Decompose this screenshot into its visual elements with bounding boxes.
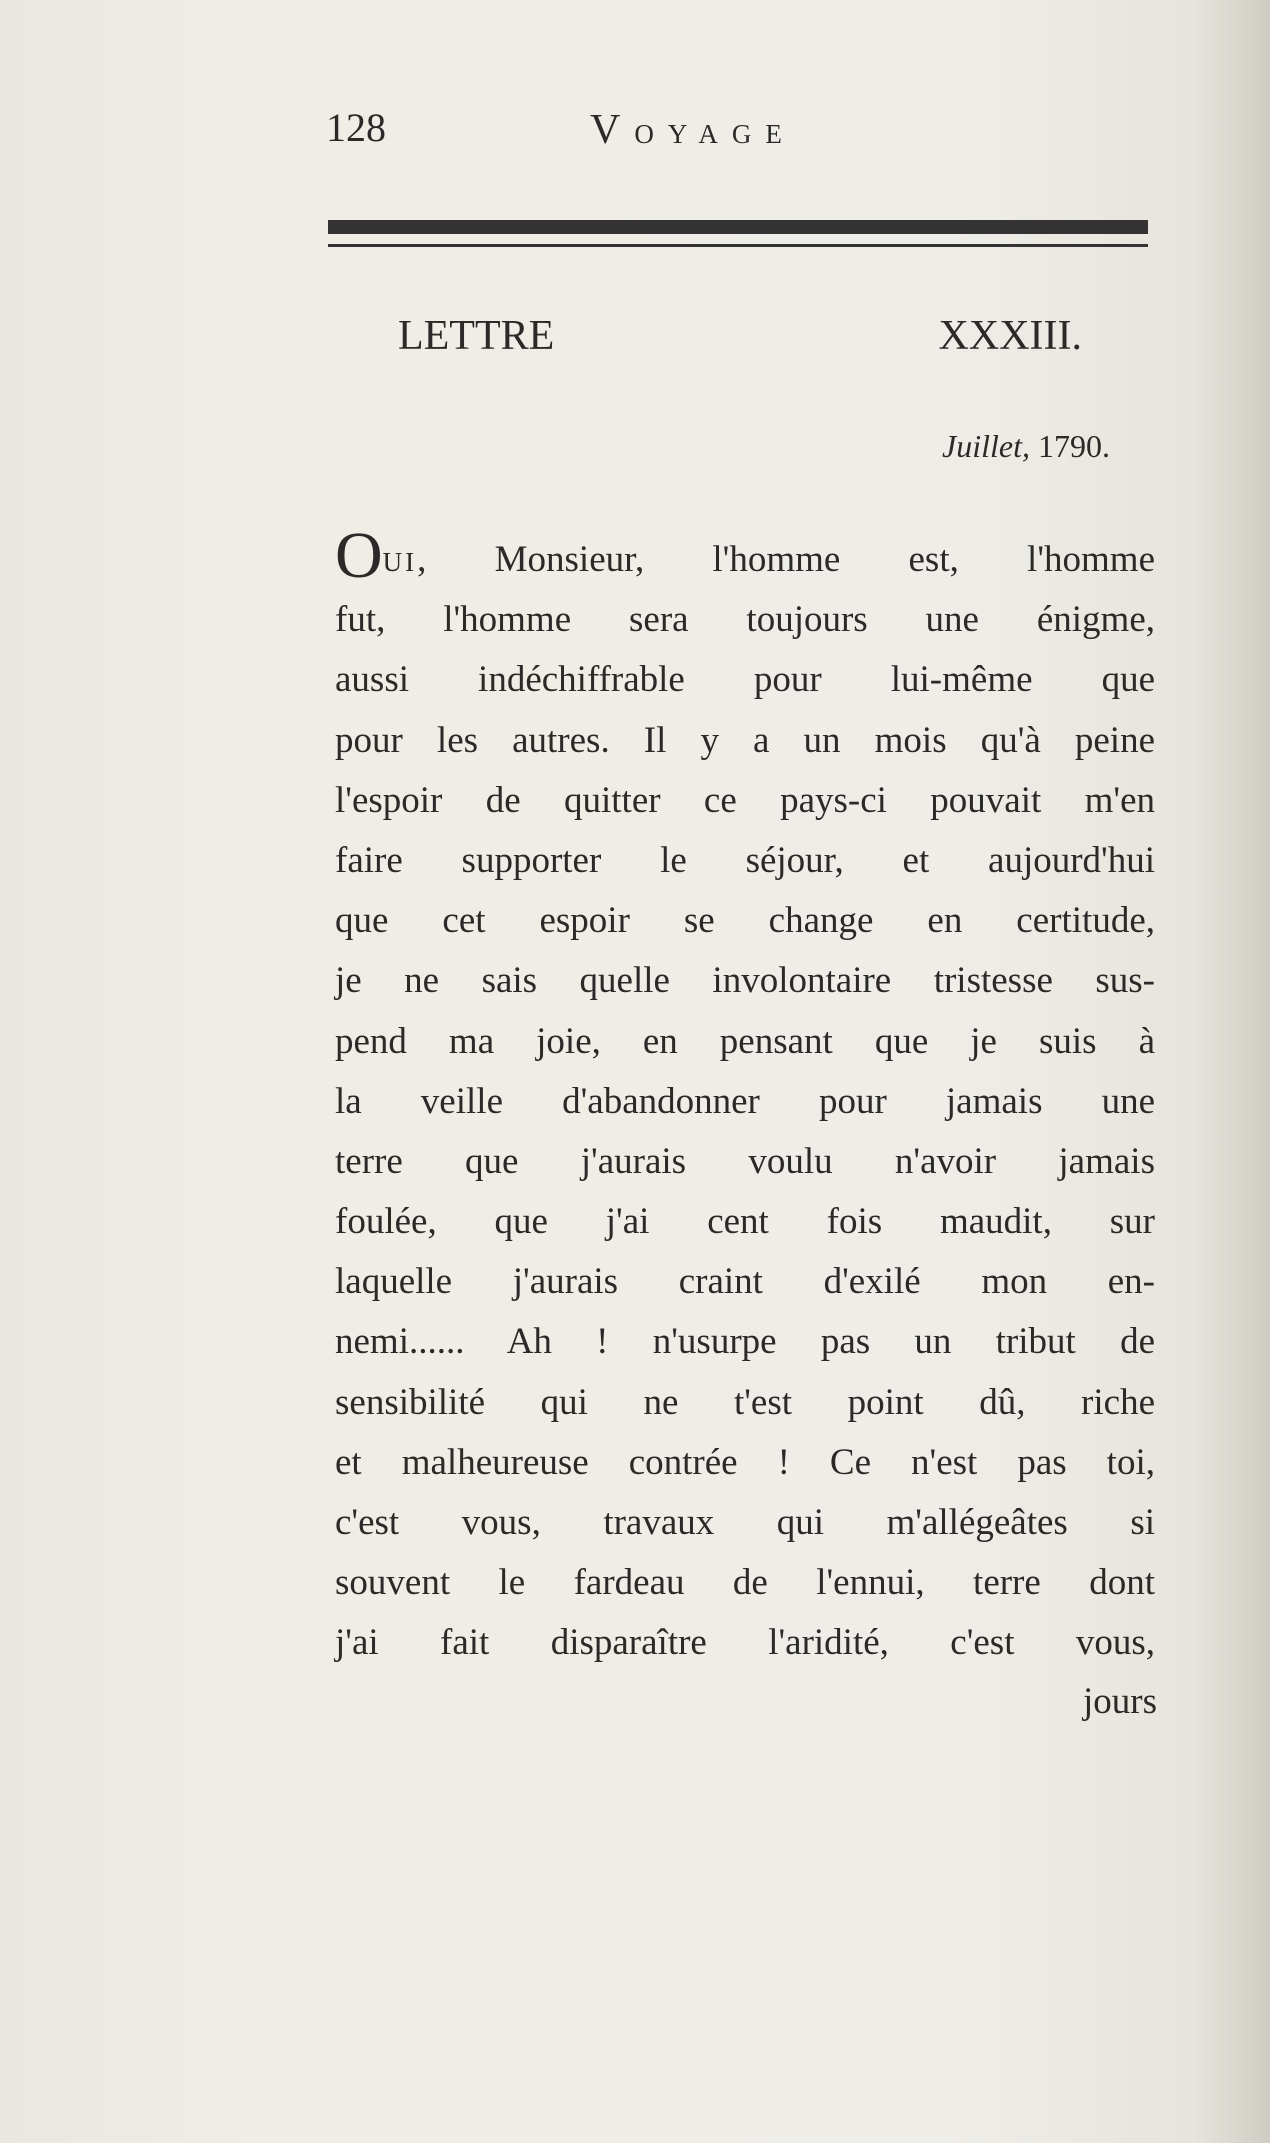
running-title-initial: V xyxy=(590,107,635,153)
text-line: foulée, que j'ai cent fois maudit, sur xyxy=(335,1201,1155,1243)
header-rule-thick xyxy=(328,220,1148,234)
text-line: faire supporter le séjour, et aujourd'hui xyxy=(335,839,1155,881)
text-line: aussi indéchiffrable pour lui-même que xyxy=(335,659,1155,701)
text-line: que cet espoir se change en certitude, xyxy=(335,900,1155,942)
text-line: sensibilité qui ne t'est point dû, riche xyxy=(335,1381,1155,1423)
letter-body xyxy=(335,519,1155,1674)
text-line: je ne sais quelle involontaire tristesse sus- xyxy=(335,960,1155,1002)
text-line: pend ma joie, en pensant que je suis à xyxy=(335,1020,1155,1062)
text-line: l'espoir de quitter ce pays-ci pouvait m'en xyxy=(335,779,1155,821)
text-line: nemi...... Ah ! n'usurpe pas un tribut de xyxy=(335,1321,1155,1363)
running-title-rest: OYAGE xyxy=(634,119,796,149)
catchword: jours xyxy=(1083,1681,1157,1722)
running-title xyxy=(590,106,796,154)
letter-date xyxy=(942,428,1110,465)
date-year: 1790. xyxy=(1038,428,1110,464)
text-line: la veille d'abandonner pour jamais une xyxy=(335,1080,1155,1122)
text-line: pour les autres. Il y a un mois qu'à peine xyxy=(335,719,1155,761)
drop-cap: O xyxy=(335,519,383,592)
header-rule-thin xyxy=(328,244,1148,247)
date-month: Juillet, xyxy=(942,428,1030,464)
page-number: 128 xyxy=(326,105,386,150)
text-line: c'est vous, travaux qui m'allégeâtes si xyxy=(335,1502,1155,1543)
text-line: j'ai fait disparaître l'aridité, c'est vous, xyxy=(335,1622,1155,1664)
text-line: laquelle j'aurais craint d'exilé mon en- xyxy=(335,1261,1155,1303)
first-line-text: , Monsieur, l'homme est, l'homme xyxy=(417,539,1155,580)
text-line xyxy=(335,519,1155,592)
text-line: terre que j'aurais voulu n'avoir jamais xyxy=(335,1140,1155,1182)
small-caps: UI xyxy=(382,547,418,577)
letter-title: LETTRE XXXIII. xyxy=(398,313,1082,359)
text-line: fut, l'homme sera toujours une énigme, xyxy=(335,599,1155,641)
text-line: souvent le fardeau de l'ennui, terre dont xyxy=(335,1562,1155,1604)
text-line: et malheureuse contrée ! Ce n'est pas toi, xyxy=(335,1441,1155,1483)
